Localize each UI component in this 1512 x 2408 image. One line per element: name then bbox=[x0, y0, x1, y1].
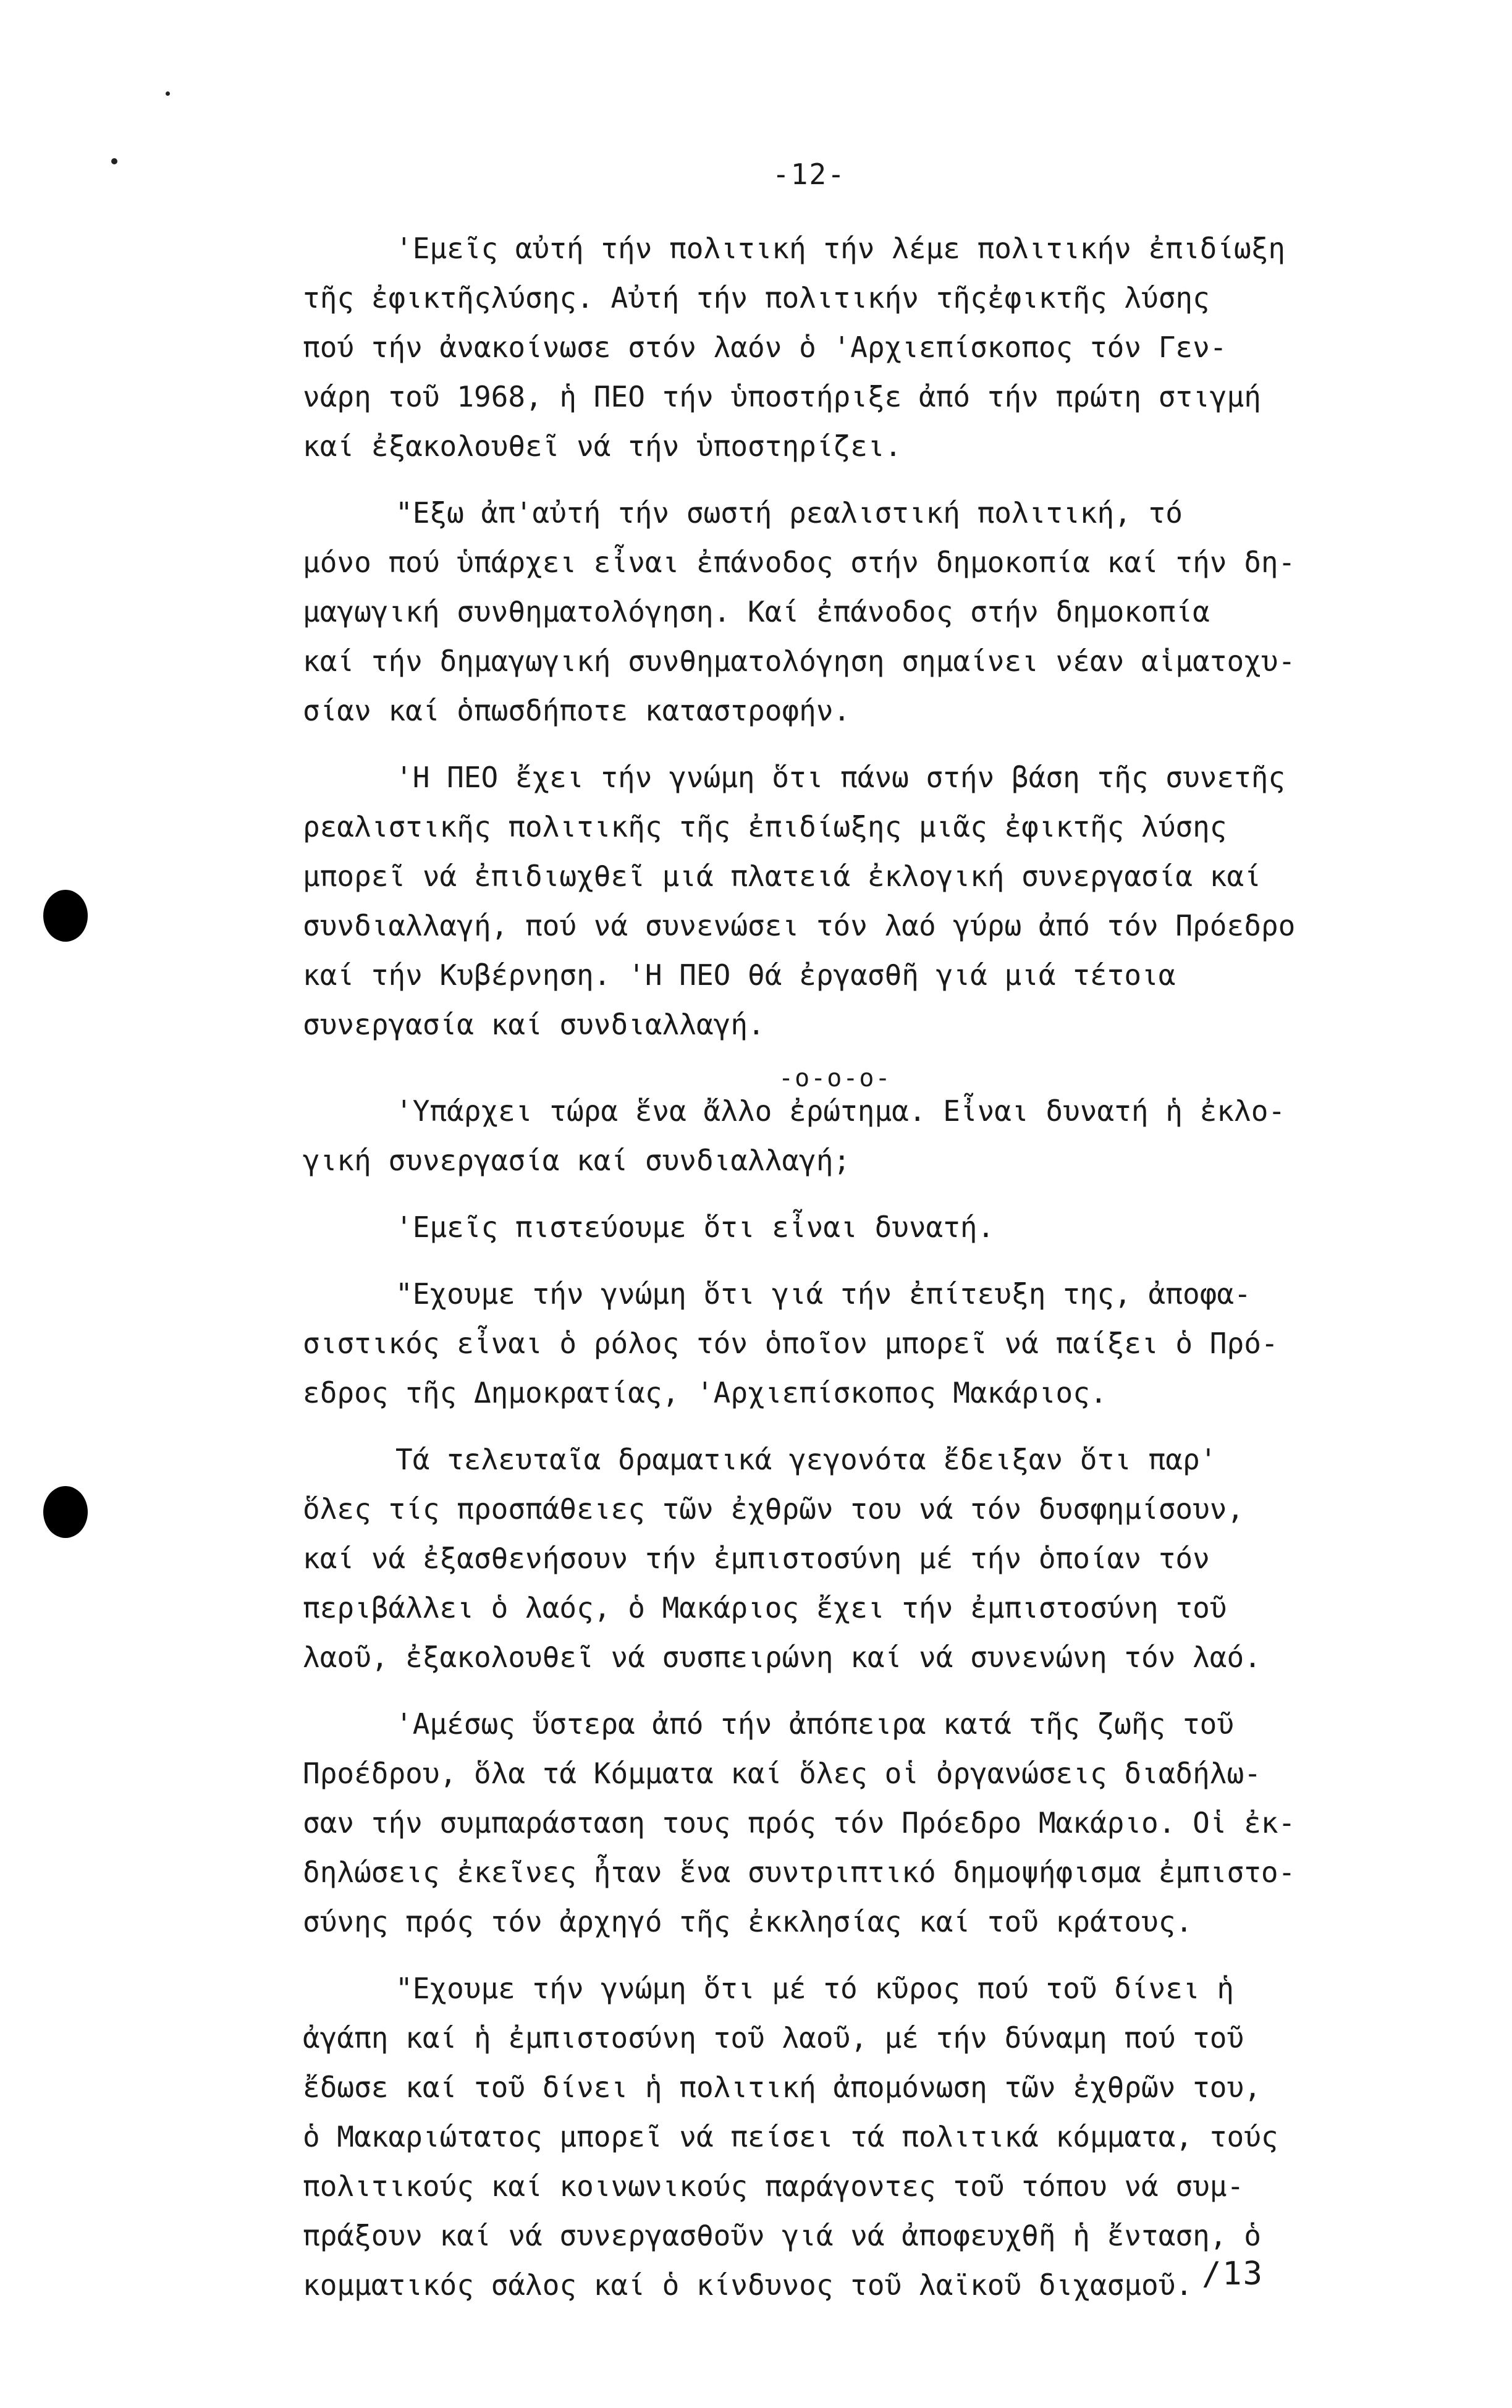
text-line: πού τήν ἀνακοίνωσε στόν λαόν ὁ 'Αρχιεπίσκοπος τόν Γεν- bbox=[303, 331, 1227, 364]
text-line: ἔδωσε καί τοῦ δίνει ἡ πολιτική ἀπομόνωση τῶν ἐχθρῶν του, bbox=[303, 2071, 1261, 2104]
text-line: 'Υπάρχει τώρα ἕνα ἄλλο ἐρώτημα. Εἶναι δυνατή ἡ ἐκλο- bbox=[395, 1094, 1286, 1128]
paragraph-6 bbox=[303, 1269, 1396, 1417]
punch-hole-top bbox=[43, 890, 88, 942]
text-line: 'Η ΠΕΟ ἔχει τήν γνώμη ὅτι πάνω στήν βάση τῆς συνετῆς bbox=[395, 761, 1286, 794]
text-line: Τά τελευταῖα δραματικά γεγονότα ἔδειξαν ὅτι παρ' bbox=[395, 1443, 1217, 1476]
paragraph-5 bbox=[303, 1202, 1396, 1252]
paragraph-3 bbox=[303, 753, 1396, 1049]
text-line: συνεργασία καί συνδιαλλαγή. bbox=[303, 1008, 765, 1041]
text-line: ἀγάπη καί ἡ ἐμπιστοσύνη τοῦ λαοῦ, μέ τήν δύναμη πού τοῦ bbox=[303, 2021, 1244, 2055]
speck-mark bbox=[166, 91, 170, 96]
text-line: μόνο πού ὑπάρχει εἶναι ἐπάνοδος στήν δημοκοπία καί τήν δη- bbox=[303, 546, 1296, 579]
text-line: μπορεῖ νά ἐπιδιωχθεῖ μιά πλατειά ἐκλογική συνεργασία καί bbox=[303, 860, 1261, 893]
text-line: σίαν καί ὁπωσδήποτε καταστροφήν. bbox=[303, 694, 851, 727]
continuation-page-marker: /13 bbox=[1202, 2255, 1264, 2292]
text-line: περιβάλλει ὁ λαός, ὁ Μακάριος ἔχει τήν ἐμπιστοσύνη τοῦ bbox=[303, 1591, 1227, 1624]
text-line: γική συνεργασία καί συνδιαλλαγή; bbox=[303, 1144, 851, 1177]
text-line: πράξουν καί νά συνεργασθοῦν γιά νά ἀποφευχθῆ ἡ ἔνταση, ὁ bbox=[303, 2219, 1261, 2252]
text-line: λαοῦ, ἐξακολουθεῖ νά συσπειρώνη καί νά συνενώνη τόν λαό. bbox=[303, 1641, 1261, 1674]
text-body bbox=[303, 224, 1396, 2327]
text-line: σαν τήν συμπαράσταση τους πρός τόν Πρόεδρο Μακάριο. Οἱ ἐκ- bbox=[303, 1806, 1296, 1840]
paragraph-1 bbox=[303, 224, 1396, 471]
section-separator: -o-o-o- bbox=[779, 1064, 892, 1092]
text-line: ὁ Μακαριώτατος μπορεῖ νά πείσει τά πολιτικά κόμματα, τούς bbox=[303, 2120, 1278, 2153]
speck-mark bbox=[111, 158, 117, 164]
text-line: σιστικός εἶναι ὁ ρόλος τόν ὁποῖον μπορεῖ νά παίξει ὁ Πρό- bbox=[303, 1327, 1278, 1360]
text-line: καί νά ἐξασθενήσουν τήν ἐμπιστοσύνη μέ τήν ὁποίαν τόν bbox=[303, 1542, 1210, 1575]
text-line: 'Εμεῖς αὐτή τήν πολιτική τήν λέμε πολιτικήν ἐπιδίωξη bbox=[395, 232, 1286, 265]
text-line: "Εχουμε τήν γνώμη ὅτι γιά τήν ἐπίτευξη της, ἀποφα- bbox=[395, 1277, 1251, 1311]
text-line: συνδιαλλαγή, πού νά συνενώσει τόν λαό γύρω ἀπό τόν Πρόεδρο bbox=[303, 909, 1296, 942]
text-line: ὅλες τίς προσπάθειες τῶν ἐχθρῶν του νά τόν δυσφημίσουν, bbox=[303, 1492, 1244, 1526]
punch-hole-bottom bbox=[43, 1486, 88, 1538]
text-line: εδρος τῆς Δημοκρατίας, 'Αρχιεπίσκοπος Μακάριος. bbox=[303, 1376, 1107, 1409]
text-line: σύνης πρός τόν ἀρχηγό τῆς ἐκκλησίας καί τοῦ κράτους. bbox=[303, 1905, 1193, 1938]
text-line: καί τήν δημαγωγική συνθηματολόγηση σημαίνει νέαν αἱματοχυ- bbox=[303, 644, 1296, 678]
text-line: πολιτικούς καί κοινωνικούς παράγοντες τοῦ τόπου νά συμ- bbox=[303, 2169, 1244, 2203]
text-line: "Εξω ἀπ'αὐτή τήν σωστή ρεαλιστική πολιτική, τό bbox=[395, 496, 1183, 530]
page-number: -12- bbox=[772, 158, 846, 191]
paragraph-7 bbox=[303, 1435, 1396, 1682]
text-line: κομματικός σάλος καί ὁ κίνδυνος τοῦ λαϊκοῦ διχασμοῦ. bbox=[303, 2268, 1193, 2302]
text-line: νάρη τοῦ 1968, ἡ ΠΕΟ τήν ὑποστήριξε ἀπό τήν πρώτη στιγμή bbox=[303, 380, 1261, 413]
text-line: 'Εμεῖς πιστεύουμε ὅτι εἶναι δυνατή. bbox=[395, 1210, 995, 1244]
paragraph-2 bbox=[303, 488, 1396, 735]
text-line: καί ἐξακολουθεῖ νά τήν ὑποστηρίζει. bbox=[303, 429, 902, 463]
text-line: 'Αμέσως ὕστερα ἀπό τήν ἀπόπειρα κατά τῆς ζωῆς τοῦ bbox=[395, 1707, 1235, 1741]
text-line: ρεαλιστικῆς πολιτικῆς τῆς ἐπιδίωξης μιᾶς ἐφικτῆς λύσης bbox=[303, 810, 1227, 843]
text-line: Προέδρου, ὅλα τά Κόμματα καί ὅλες οἱ ὀργανώσεις διαδήλω- bbox=[303, 1757, 1261, 1790]
paragraph-8 bbox=[303, 1699, 1396, 1946]
text-line: δηλώσεις ἐκεῖνες ἦταν ἕνα συντριπτικό δημοψήφισμα ἐμπιστο- bbox=[303, 1856, 1296, 1889]
paragraph-4 bbox=[303, 1086, 1396, 1185]
text-line: τῆς ἐφικτῆςλύσης. Αὐτή τήν πολιτικήν τῆςἐφικτῆς λύσης bbox=[303, 281, 1210, 315]
text-line: "Εχουμε τήν γνώμη ὅτι μέ τό κῦρος πού τοῦ δίνει ἡ bbox=[395, 1972, 1235, 2005]
text-line: μαγωγική συνθηματολόγηση. Καί ἐπάνοδος στήν δημοκοπία bbox=[303, 595, 1210, 628]
text-line: καί τήν Κυβέρνηση. 'Η ΠΕΟ θά ἐργασθῆ γιά μιά τέτοια bbox=[303, 958, 1176, 992]
